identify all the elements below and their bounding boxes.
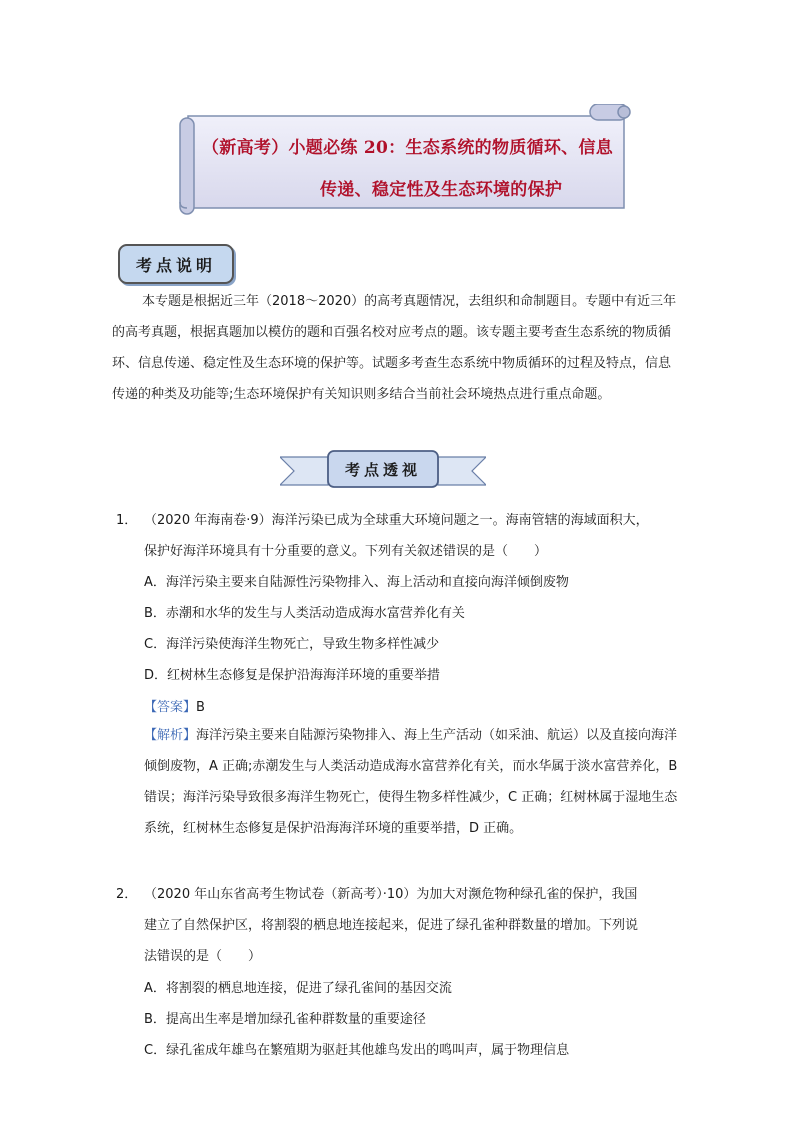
question-1-option-c: C．海洋污染使海洋生物死亡，导致生物多样性减少: [144, 637, 440, 652]
question-1-number: 1．: [116, 513, 138, 528]
question-1-stem-line-2: 保护好海洋环境具有十分重要的意义。下列有关叙述错误的是（ ）: [144, 544, 548, 559]
question-2-option-a: A．将割裂的栖息地连接，促进了绿孔雀间的基因交流: [144, 981, 452, 996]
question-2-stem-line-1: （2020 年山东省高考生物试卷（新高考）·10）为加大对濒危物种绿孔雀的保护，我国: [144, 887, 638, 902]
analysis-tag: 【解析】: [144, 728, 197, 743]
question-2-number: 2．: [116, 887, 138, 902]
question-1-stem-line-1: （2020 年海南卷·9）海洋污染已成为全球重大环境问题之一。海南管辖的海域面积大，: [144, 513, 649, 528]
question-2-stem-line-2: 建立了自然保护区，将割裂的栖息地连接起来，促进了绿孔雀种群数量的增加。下列说: [144, 918, 639, 933]
analysis-text: 海洋污染主要来自陆源污染物排入、海上生产活动（如采油、航运）以及直接向海洋倾倒废物，A 正确;赤潮发生与人类活动造成海水富营养化有关，而水华属于淡水富营养化，B 错误；海洋污染导致很多海洋生物死亡，使得生物多样性减少，C 正确；红树林属于湿地生态系统，红树林生态修复是保护沿海海洋环境的重要举措，D 正确。: [144, 728, 678, 836]
question-1-answer: [144, 696, 205, 715]
question-2-stem-line-3: 法错误的是（ ）: [144, 949, 262, 964]
question-1-option-b: B．赤潮和水华的发生与人类活动造成海水富营养化有关: [144, 606, 465, 621]
ribbon-label-text: 考点透视: [344, 461, 421, 479]
section-label-kaodian-shuoming: [118, 244, 234, 284]
section-label-text: 考点说明: [135, 256, 216, 275]
answer-value: B: [196, 700, 205, 715]
page-title-line-1: （新高考）小题必练 20：生态系统的物质循环、信息: [202, 138, 614, 158]
question-2-option-b: B．提高出生率是增加绿孔雀种群数量的重要途径: [144, 1012, 426, 1027]
question-1-option-a: A．海洋污染主要来自陆源性污染物排入、海上活动和直接向海洋倾倒废物: [144, 575, 569, 590]
page-title-line-2: 传递、稳定性及生态环境的保护: [320, 180, 563, 200]
question-2-option-c: C．绿孔雀成年雄鸟在繁殖期为驱赶其他雄鸟发出的鸣叫声，属于物理信息: [144, 1043, 570, 1058]
question-1-option-d: D．红树林生态修复是保护沿海海洋环境的重要举措: [144, 668, 441, 683]
section-ribbon-kaodian-toushi: [280, 449, 486, 491]
question-1-analysis: [144, 720, 678, 844]
intro-paragraph: 本专题是根据近三年（2018～2020）的高考真题情况，去组织和命制题目。专题中有近三年的高考真题，根据真题加以模仿的题和百强名校对应考点的题。该专题主要考查生态系统的物质循环、信息传递、稳定性及生态环境的保护等。试题多考查生态系统中物质循环的过程及特点，信息传递的种类及功能等;生态环境保护有关知识则多结合当前社会环境热点进行重点命题。: [112, 294, 677, 402]
answer-tag: 【答案】: [144, 700, 197, 715]
